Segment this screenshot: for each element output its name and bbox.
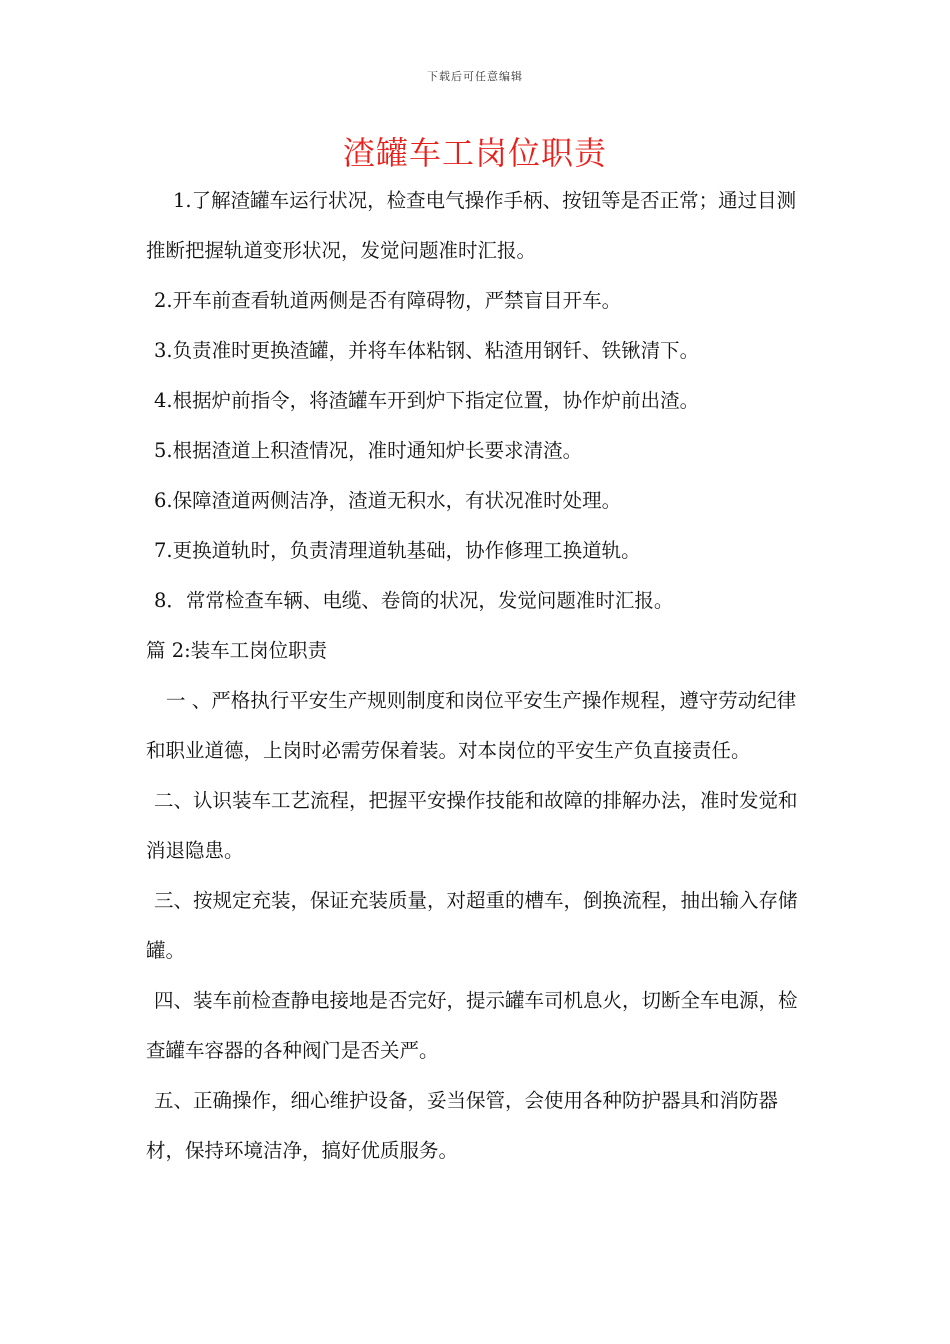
- document-body: [146, 176, 814, 1176]
- loader-duty-1: 一 、严格执行平安生产规则制度和岗位平安生产操作规程，遵守劳动纪律和职业道德，上岗时必需劳保着装。对本岗位的平安生产负直接责任。: [146, 689, 797, 762]
- duty-item-1: 1.了解渣罐车运行状况，检查电气操作手柄、按钮等是否正常；通过目测推断把握轨道变形状况，发觉问题准时汇报。: [146, 189, 797, 262]
- loader-duty-2: 二、认识装车工艺流程，把握平安操作技能和故障的排解办法，准时发觉和消退隐患。: [146, 789, 798, 862]
- duty-item-8: 8．常常检查车辆、电缆、卷筒的状况，发觉问题准时汇报。: [154, 589, 674, 612]
- section-heading: 篇 2:装车工岗位职责: [146, 639, 328, 662]
- duty-item-5: 5.根据渣道上积渣情况，准时通知炉长要求清渣。: [154, 439, 583, 462]
- duty-item-4: 4.根据炉前指令，将渣罐车开到炉下指定位置，协作炉前出渣。: [154, 389, 700, 412]
- duty-item-2: 2.开车前查看轨道两侧是否有障碍物，严禁盲目开车。: [154, 289, 622, 312]
- header-note: 下载后可任意编辑: [427, 70, 523, 83]
- loader-duty-3: 三、按规定充装，保证充装质量，对超重的槽车，倒换流程，抽出输入存储罐。: [146, 889, 798, 962]
- loader-duty-5: 五、正确操作，细心维护设备，妥当保管，会使用各种防护器具和消防器材，保持环境洁净，搞好优质服务。: [146, 1089, 779, 1162]
- duty-item-7: 7.更换道轨时，负责清理道轨基础，协作修理工换道轨。: [154, 539, 641, 562]
- duty-item-6: 6.保障渣道两侧洁净，渣道无积水，有状况准时处理。: [154, 489, 622, 512]
- duty-item-3: 3.负责准时更换渣罐，并将车体粘钢、粘渣用钢钎、铁锹清下。: [154, 339, 700, 362]
- document-title: 渣罐车工岗位职责: [342, 134, 607, 172]
- loader-duty-4: 四、装车前检查静电接地是否完好，提示罐车司机息火，切断全车电源，检查罐车容器的各种阀门是否关严。: [146, 989, 798, 1062]
